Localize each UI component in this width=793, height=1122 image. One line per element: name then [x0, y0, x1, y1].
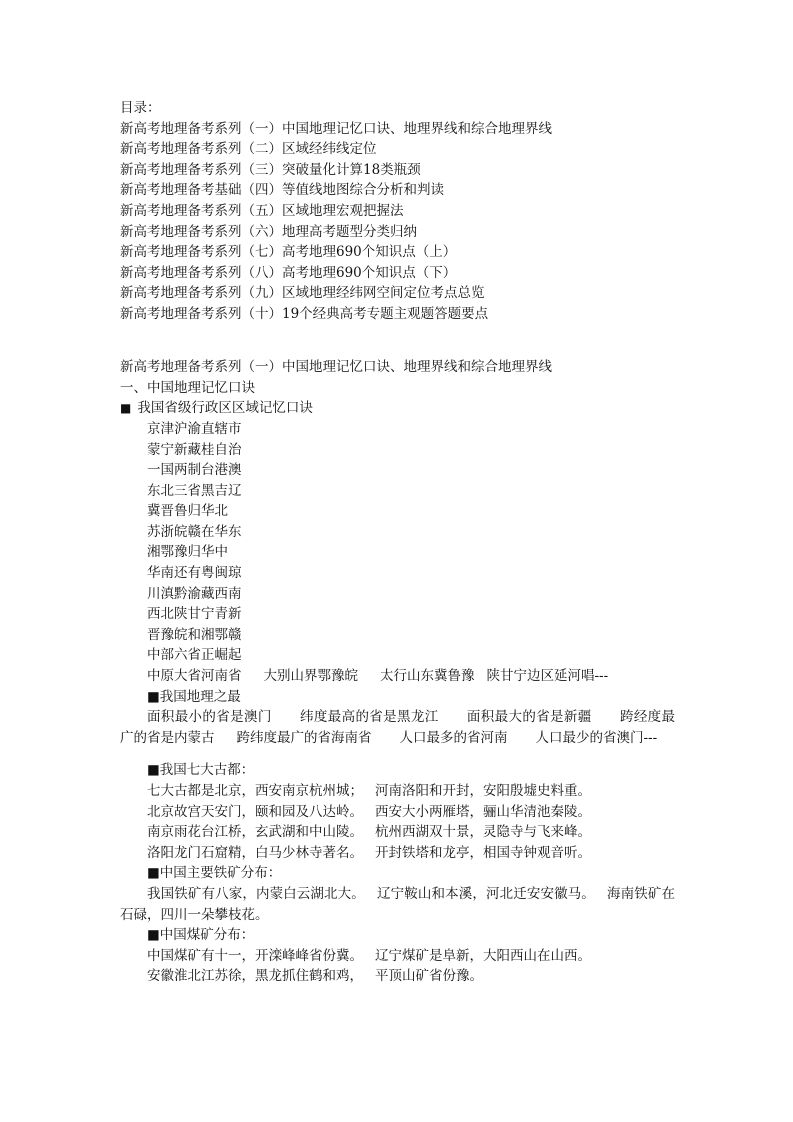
section-subtitle: 一、中国地理记忆口诀: [120, 379, 255, 396]
verse-line: 安徽淮北江苏徐，黑龙抓住鹤和鸡， 平顶山矿省份豫。: [147, 968, 483, 985]
iron-heading: ■中国主要铁矿分布：: [147, 865, 282, 882]
coal-heading: ■中国煤矿分布：: [147, 927, 255, 944]
toc-item[interactable]: 新高考地理备考系列（六）地理高考题型分类归纳: [120, 223, 417, 240]
superlatives-paragraph: 面积最小的省是澳门 纬度最高的省是黑龙江 面积最大的省是新疆 跨经度最广的省是内蒙古 跨纬度最广的省海南省 人口最多的省河南 人口最少的省澳门---: [120, 709, 676, 746]
document-content: [120, 98, 675, 987]
toc-item[interactable]: 新高考地理备考系列（十）19个经典高考专题主观题答题要点: [120, 305, 489, 322]
verse-line: 湘鄂豫归华中: [147, 544, 228, 561]
toc-heading: 目录：: [120, 100, 161, 116]
section-title: 新高考地理备考系列（一）中国地理记忆口诀、地理界线和综合地理界线: [120, 359, 552, 376]
central-line: 中原大省河南省 大别山界鄂豫皖 太行山东冀鲁豫 陕甘宁边区延河唱---: [147, 668, 609, 685]
verse-line: 晋豫皖和湘鄂赣: [147, 626, 242, 643]
verse-line: 七大古都是北京，西安南京杭州城； 河南洛阳和开封，安阳殷墟史料重。: [147, 783, 591, 799]
toc-item[interactable]: 新高考地理备考基础（四）等值线地图综合分析和判读: [120, 182, 444, 199]
toc-item[interactable]: 新高考地理备考系列（二）区域经纬线定位: [120, 141, 377, 158]
toc-item[interactable]: 新高考地理备考系列（八）高考地理690个知识点（下）: [120, 264, 457, 281]
verse-line: 冀晋鲁归华北: [147, 503, 228, 520]
toc-item[interactable]: 新高考地理备考系列（三）突破量化计算18类瓶颈: [120, 161, 421, 178]
toc-item[interactable]: 新高考地理备考系列（一）中国地理记忆口诀、地理界线和综合地理界线: [120, 120, 552, 137]
square-bullet-icon: ■: [120, 401, 132, 416]
verse-line: 川滇黔渝藏西南: [147, 585, 242, 602]
verse-line: 京津沪渝直辖市: [147, 420, 242, 437]
province-heading: 我国省级行政区区域记忆口诀: [137, 400, 313, 417]
iron-paragraph: 我国铁矿有八家，内蒙白云湖北大。 辽宁鞍山和本溪，河北迁安安徽马。 海南铁矿在石碌，四川一朵攀枝花。: [120, 885, 676, 923]
verse-line: 北京故宫天安门，颐和园及八达岭。 西安大小两雁塔，骊山华清池秦陵。: [147, 803, 591, 820]
verse-line: 蒙宁新藏桂自治: [147, 441, 242, 458]
superlatives-heading: ■我国地理之最: [147, 688, 241, 705]
verse-line: 中部六省正崛起: [147, 647, 242, 664]
verse-line: 东北三省黑吉辽: [147, 482, 242, 499]
verse-line: 洛阳龙门石窟精，白马少林寺著名。 开封铁塔和龙亭，相国寺钟观音听。: [147, 844, 591, 861]
toc-item[interactable]: 新高考地理备考系列（九）区域地理经纬网空间定位考点总览: [120, 285, 485, 302]
verse-line: 南京雨花台江桥，玄武湖和中山陵。 杭州西湖双十景，灵隐寺与飞来峰。: [147, 824, 591, 841]
verse-line: 一国两制台港澳: [147, 462, 242, 479]
toc-list: [120, 119, 675, 325]
verse-line: 苏浙皖赣在华东: [147, 523, 242, 540]
verse-line: 中国煤矿有十一，开滦峰峰省份冀。 辽宁煤矿是阜新，大阳西山在山西。: [147, 947, 591, 964]
capitals-heading: ■我国七大古都：: [147, 762, 255, 779]
verse-line: 西北陕甘宁青新: [147, 606, 242, 623]
verse-line: 华南还有粤闽琼: [147, 565, 242, 582]
toc-item[interactable]: 新高考地理备考系列（七）高考地理690个知识点（上）: [120, 244, 457, 261]
province-heading-row: [120, 398, 675, 419]
toc-item[interactable]: 新高考地理备考系列（五）区域地理宏观把握法: [120, 202, 404, 219]
